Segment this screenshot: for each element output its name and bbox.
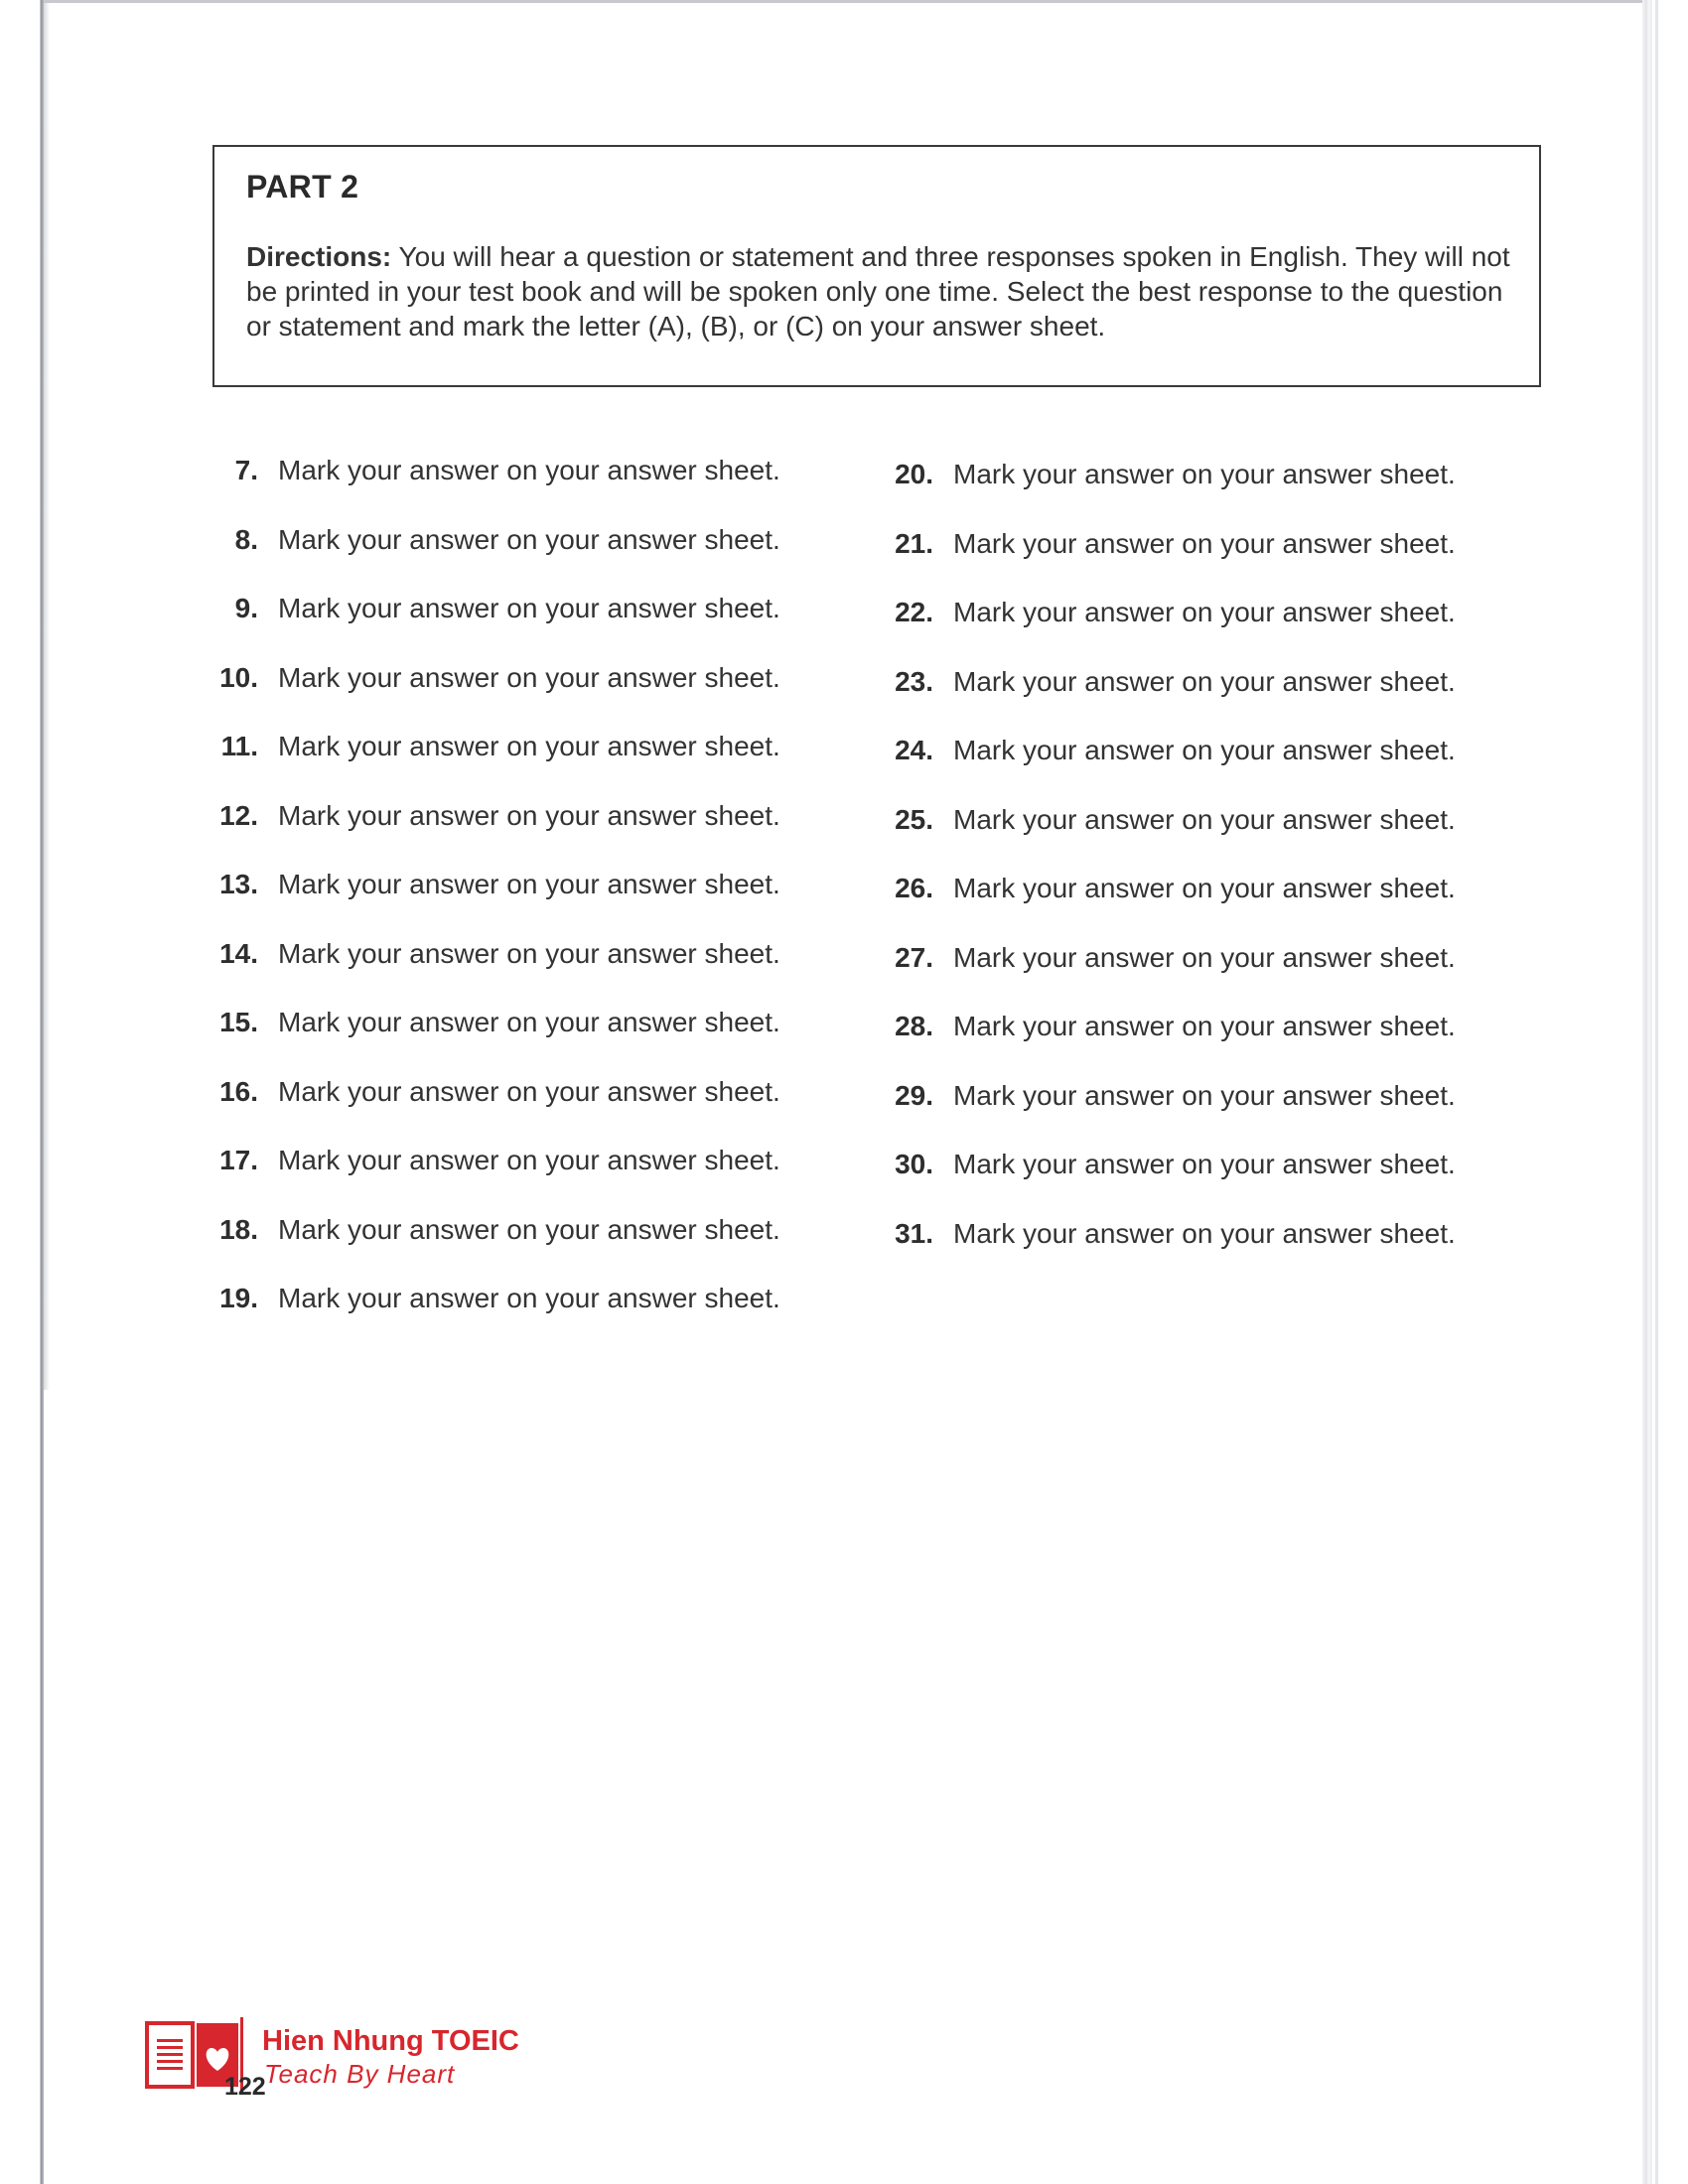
question-item — [212, 1143, 780, 1212]
question-number: 27. — [895, 941, 933, 973]
question-item — [212, 453, 780, 522]
question-number: 29. — [895, 1079, 933, 1111]
question-number: 8. — [234, 523, 258, 555]
question-number: 31. — [895, 1217, 933, 1249]
question-item — [212, 1074, 780, 1144]
question-number: 30. — [895, 1149, 933, 1179]
question-text: Mark your answer on your answer sheet. — [278, 1007, 780, 1037]
question-number: 16. — [219, 1075, 258, 1107]
scan-shadow-left — [44, 0, 50, 1390]
question-number: 19. — [219, 1283, 258, 1313]
question-number: 24. — [895, 735, 933, 765]
question-text: Mark your answer on your answer sheet. — [278, 731, 780, 761]
question-number: 18. — [219, 1213, 258, 1245]
question-item — [212, 729, 780, 798]
question-item — [212, 798, 780, 868]
question-number: 25. — [895, 803, 933, 835]
question-item — [212, 1005, 780, 1074]
brand-name: Hien Nhung TOEIC — [262, 2025, 519, 2057]
question-number: 28. — [895, 1011, 933, 1041]
directions-text: You will hear a question or statement and three responses spoken in English. They will not be printed in your test book and will be spoken only one time. Select the best response to the question or statement and mark the letter (A), (B), or (C) on your answer sheet. — [246, 241, 1510, 341]
question-text: Mark your answer on your answer sheet. — [278, 869, 780, 899]
question-number: 7. — [234, 455, 258, 485]
directions-paragraph — [246, 239, 1517, 343]
question-item — [874, 1216, 1456, 1286]
question-text: Mark your answer on your answer sheet. — [278, 523, 780, 555]
question-number: 12. — [219, 799, 258, 831]
question-number: 20. — [895, 459, 933, 489]
question-item — [212, 936, 780, 1006]
question-text: Mark your answer on your answer sheet. — [953, 1079, 1456, 1111]
question-text: Mark your answer on your answer sheet. — [278, 1213, 780, 1245]
question-number: 9. — [234, 593, 258, 623]
question-item — [874, 940, 1456, 1010]
question-item — [874, 1078, 1456, 1148]
question-item — [874, 664, 1456, 734]
question-item — [212, 660, 780, 730]
question-number: 14. — [219, 937, 258, 969]
question-item — [212, 867, 780, 936]
question-text: Mark your answer on your answer sheet. — [278, 1145, 780, 1175]
question-text: Mark your answer on your answer sheet. — [953, 803, 1456, 835]
question-text: Mark your answer on your answer sheet. — [953, 1149, 1456, 1179]
question-number: 13. — [219, 869, 258, 899]
question-list-right — [874, 457, 1456, 1285]
directions-label: Directions: — [246, 241, 392, 272]
question-text: Mark your answer on your answer sheet. — [953, 873, 1456, 903]
question-text: Mark your answer on your answer sheet. — [953, 735, 1456, 765]
question-number: 17. — [219, 1145, 258, 1175]
question-number: 11. — [220, 731, 258, 761]
question-number: 26. — [895, 873, 933, 903]
question-item — [212, 591, 780, 660]
question-text: Mark your answer on your answer sheet. — [953, 665, 1456, 697]
question-item — [874, 1009, 1456, 1078]
question-item — [212, 522, 780, 592]
question-text: Mark your answer on your answer sheet. — [953, 527, 1456, 559]
question-text: Mark your answer on your answer sheet. — [278, 661, 780, 693]
question-number: 10. — [219, 661, 258, 693]
page-number: 122 — [224, 2073, 266, 2101]
question-list-left — [212, 453, 780, 1350]
question-text: Mark your answer on your answer sheet. — [278, 1283, 780, 1313]
scan-edge-top — [44, 0, 1652, 3]
question-text: Mark your answer on your answer sheet. — [953, 941, 1456, 973]
question-item — [874, 733, 1456, 802]
question-text: Mark your answer on your answer sheet. — [953, 1011, 1456, 1041]
brand-logo — [143, 2015, 580, 2095]
question-item — [212, 1281, 780, 1350]
part-title: PART 2 — [246, 169, 359, 205]
question-text: Mark your answer on your answer sheet. — [278, 455, 780, 485]
brand-tagline: Teach By Heart — [264, 2059, 456, 2089]
question-text: Mark your answer on your answer sheet. — [278, 799, 780, 831]
question-item — [874, 1147, 1456, 1216]
question-item — [874, 802, 1456, 872]
scan-edge-right — [1642, 0, 1652, 2184]
question-text: Mark your answer on your answer sheet. — [953, 1217, 1456, 1249]
question-item — [874, 595, 1456, 664]
question-text: Mark your answer on your answer sheet. — [278, 593, 780, 623]
scan-edge-right-line — [1655, 0, 1658, 2184]
question-number: 15. — [219, 1007, 258, 1037]
question-item — [874, 457, 1456, 526]
question-text: Mark your answer on your answer sheet. — [953, 459, 1456, 489]
question-text: Mark your answer on your answer sheet. — [953, 597, 1456, 627]
directions-box — [212, 145, 1541, 387]
question-item — [874, 526, 1456, 596]
question-number: 23. — [895, 665, 933, 697]
scan-edge-left — [0, 0, 44, 2184]
question-item — [212, 1212, 780, 1282]
question-number: 21. — [895, 527, 933, 559]
question-number: 22. — [895, 597, 933, 627]
question-text: Mark your answer on your answer sheet. — [278, 1075, 780, 1107]
question-text: Mark your answer on your answer sheet. — [278, 937, 780, 969]
question-item — [874, 871, 1456, 940]
